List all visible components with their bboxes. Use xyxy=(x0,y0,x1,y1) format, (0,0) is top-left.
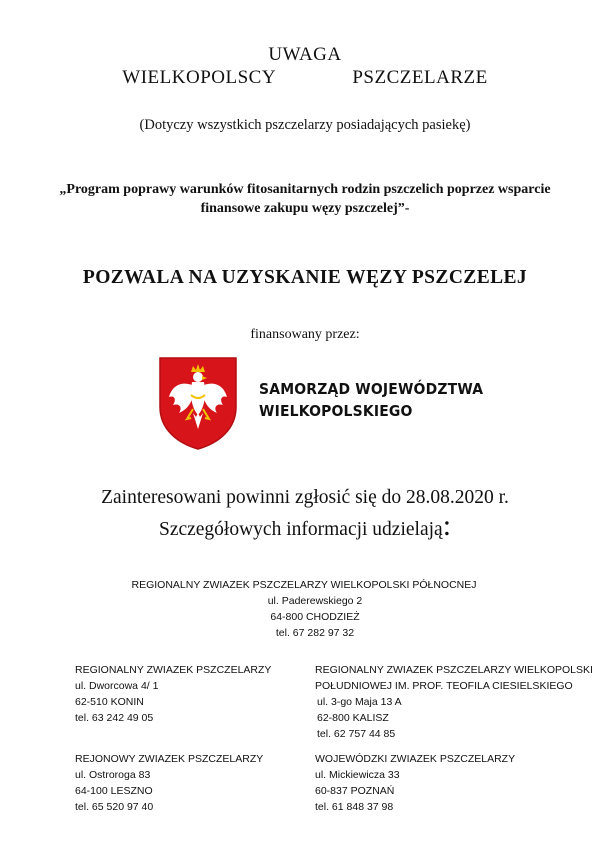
contact-name: REGIONALNY ZWIAZEK PSZCZELARZY WIELKOPOLSKI PÓŁNOCNEJ xyxy=(131,579,477,591)
funding-org xyxy=(259,378,483,422)
header-uwaga: UWAGA xyxy=(268,44,342,65)
contact-name-cont: POŁUDNIOWEJ IM. PROF. TEOFILA CIESIELSKIEGO xyxy=(315,680,573,692)
funding-org-line1: SAMORZĄD WOJEWÓDZTWA xyxy=(259,380,484,398)
headline: POZWALA NA UZYSKANIE WĘZY PSZCZELEJ xyxy=(82,267,528,288)
info-text-colon: : xyxy=(442,509,452,542)
funding-label: finansowany przez: xyxy=(250,327,360,342)
contact-name: WOJEWÓDZKI ZWIAZEK PSZCZELARZY xyxy=(315,753,516,765)
contact-city: 62-510 KONIN xyxy=(75,696,144,708)
info-text xyxy=(0,509,610,542)
contact-street: ul. Mickiewicza 33 xyxy=(315,769,400,781)
contact-city: 60-837 POZNAŃ xyxy=(315,785,395,797)
contact-leszno xyxy=(75,751,263,815)
eagle-coat-of-arms-icon xyxy=(157,355,239,451)
contact-phone: tel. 62 757 44 85 xyxy=(317,728,396,740)
contact-city: 64-100 LESZNO xyxy=(75,785,153,797)
contact-phone: tel. 67 282 97 32 xyxy=(275,627,355,639)
contact-street: ul. Paderewskiego 2 xyxy=(267,595,363,607)
contact-poznan xyxy=(315,751,515,815)
program-title: „Program poprawy warunków fitosanitarnych rodzin pszczelich poprzez wsparcie finansowe zakupu węzy pszczelej”- xyxy=(59,182,551,216)
contact-kalisz xyxy=(315,662,593,742)
contact-name: REJONOWY ZWIAZEK PSZCZELARZY xyxy=(75,753,264,765)
contact-city: 64-800 CHODZIEŻ xyxy=(270,611,360,623)
contact-city: 62-800 KALISZ xyxy=(317,712,389,724)
header-beekeepers: WIELKOPOLSCY PSZCZELARZE xyxy=(122,67,488,88)
contact-phone: tel. 61 848 37 98 xyxy=(315,801,394,813)
contact-name: REGIONALNY ZWIAZEK PSZCZELARZY WIELKOPOLSKI xyxy=(315,664,593,676)
info-text-label: Szczegółowych informacji udzielają xyxy=(158,519,443,540)
header-subtitle: (Dotyczy wszystkich pszczelarzy posiadających pasiekę) xyxy=(139,117,471,133)
contact-street: ul. Ostroroga 83 xyxy=(75,769,151,781)
contact-street: ul. 3-go Maja 13 A xyxy=(317,696,402,708)
contact-phone: tel. 63 242 49 05 xyxy=(75,712,154,724)
contact-street: ul. Dworcowa 4/ 1 xyxy=(75,680,159,692)
contact-chodziez xyxy=(0,577,610,641)
contact-name: REGIONALNY ZWIAZEK PSZCZELARZY xyxy=(75,664,272,676)
deadline-text: Zainteresowani powinni zgłosić się do 28.08.2020 r. xyxy=(101,487,509,508)
contact-phone: tel. 65 520 97 40 xyxy=(75,801,154,813)
funding-org-line2: WIELKOPOLSKIEGO xyxy=(259,402,413,420)
contact-konin xyxy=(75,662,271,726)
